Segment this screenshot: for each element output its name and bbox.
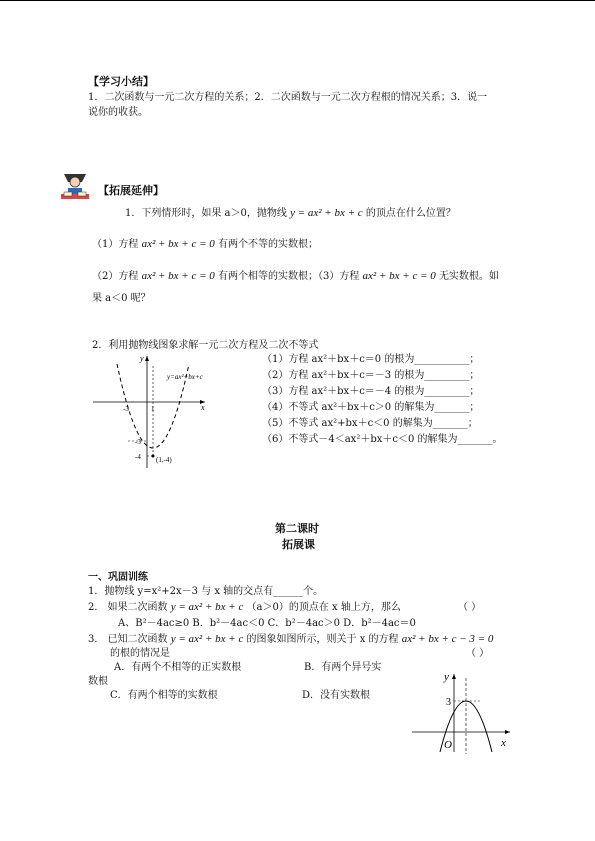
p3-line2: 的根的情况是 xyxy=(110,648,170,659)
extension-heading: 【拓展延伸】 xyxy=(98,184,164,197)
p3-y-arrow xyxy=(452,674,456,679)
p3-y-label: y xyxy=(444,671,449,683)
p3-option-a: A．有两个不相等的正实数根 xyxy=(114,662,242,673)
q1-text-end: 的顶点在什么位置？ xyxy=(365,208,456,219)
p3-equation: y = ax² + bx + c xyxy=(170,633,244,645)
case1-pre: （1）方程 xyxy=(92,239,139,250)
q2-parabola-graph xyxy=(90,352,210,470)
p3-x-arrow xyxy=(505,730,510,734)
q2-y-neg4: -4 xyxy=(135,453,141,461)
case2-post: 有两个相等的实数根；（3）方程 xyxy=(217,271,360,282)
p2-options: A、B²－4ac≥0 B．b²－4ac＜0 C．b²－4ac＞0 D．b²－4ac＝0 xyxy=(118,618,416,629)
q1-equation: y = ax² + bx + c xyxy=(290,207,363,219)
q2-title: 2．利用抛物线图象求解一元二次方程及二次不等式 xyxy=(92,340,319,351)
teacher-icon xyxy=(58,170,92,202)
summary-line-2: 说你的收获。 xyxy=(88,107,148,118)
p3-parabola-graph xyxy=(410,668,520,756)
extension-case-2 xyxy=(92,270,499,283)
q2-item-1: （1）方程 ax²＋bx＋c＝0 的根为___________； xyxy=(262,354,480,365)
lesson2-title: 第二课时 xyxy=(275,522,319,535)
q2-y-arrow xyxy=(145,356,149,361)
p2-pre: 2． 如果二次函数 xyxy=(88,602,168,613)
p3-x-label: x xyxy=(501,737,506,749)
q2-item-3: （3）方程 ax²＋bx＋c＝－4 的根为_________； xyxy=(262,386,480,397)
p3-tick-3: 3 xyxy=(446,697,451,708)
q2-vertex-point xyxy=(152,455,155,458)
q2-x-label: x xyxy=(201,403,205,412)
p2-post: （a＞0）的顶点在 x 轴上方，那么 xyxy=(246,602,401,613)
practice-q3 xyxy=(88,633,493,646)
q1-text: 1．下列情形时，如果 a＞0，抛物线 xyxy=(125,208,287,219)
p3-equation-2: ax² + bx + c − 3 = 0 xyxy=(401,633,494,645)
p3-option-b: B．有两个异号实 xyxy=(304,662,382,673)
practice-q2 xyxy=(88,601,401,614)
p3-origin-label: O xyxy=(444,739,452,751)
lesson2-subtitle: 拓展课 xyxy=(282,538,315,551)
p2-answer-paren: （ ） xyxy=(458,602,482,613)
case2-pre: （2）方程 xyxy=(92,271,139,282)
p2-equation: y = ax² + bx + c xyxy=(170,601,244,613)
p3-pre: 3． 已知二次函数 xyxy=(88,634,168,645)
q2-vertex-label: (1,-4) xyxy=(156,456,172,464)
case2-equation: ax² + bx + c = 0 xyxy=(141,270,215,282)
practice-heading: 一、巩固训练 xyxy=(88,572,148,583)
summary-heading: 【学习小结】 xyxy=(88,75,154,88)
q2-item-6: （6）不等式－4＜ax²＋bx＋c＜0 的解集为_______。 xyxy=(262,434,503,445)
p3-option-b-cont: 数根 xyxy=(88,676,108,687)
case3-equation: ax² + bx + c = 0 xyxy=(362,270,436,282)
q2-tick-1: 1 xyxy=(151,405,155,413)
p3-answer-paren: （ ） xyxy=(466,648,490,659)
q2-item-5: （5）不等式 ax²+bx＋c＜0 的解集为_______； xyxy=(262,418,478,429)
extension-case-1 xyxy=(92,238,318,251)
q2-item-4: （4）不等式 ax²＋bx＋c＞0 的解集为_______； xyxy=(262,402,480,413)
q2-equation-label: y=ax²+bx+c xyxy=(167,373,203,381)
p3-option-d: D．没有实数根 xyxy=(302,690,371,701)
case1-post: 有两个不等的实数根； xyxy=(217,239,318,250)
q2-y-label: y xyxy=(140,354,144,363)
extension-case-last: 果 a＜0 呢？ xyxy=(92,293,151,304)
case1-equation: ax² + bx + c = 0 xyxy=(141,238,215,250)
q2-item-2: （2）方程 ax²＋bx＋c＝－3 的根为_________； xyxy=(262,370,480,381)
top-rule xyxy=(0,0,595,1)
practice-q1: 1．抛物线 y=x²+2x－3 与 x 轴的交点有______个。 xyxy=(88,586,324,597)
extension-q1 xyxy=(125,207,456,220)
p3-option-c: C．有两个相等的实数根 xyxy=(110,690,218,701)
p3-mid: 的图象如图所示，则关于 x 的方程 xyxy=(246,634,399,645)
summary-line-1: 1．二次函数与一元二次方程的关系；2．二次函数与一元二次方程根的情况关系；3．说一 xyxy=(88,92,488,103)
case3-post: 无实数根。如 xyxy=(438,271,499,282)
q2-y-neg3: -3 xyxy=(135,438,141,446)
q2-tick-neg3: -3 xyxy=(123,405,129,413)
